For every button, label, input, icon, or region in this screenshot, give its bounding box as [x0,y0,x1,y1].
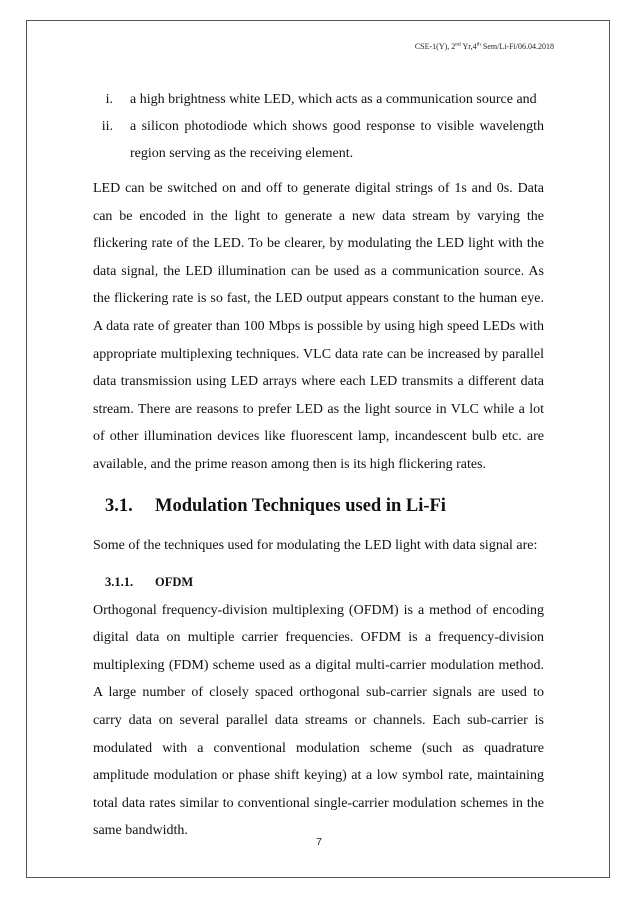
header-text-part3: Sem/Li-Fi/06.04.2018 [480,42,554,51]
list-item-text: a silicon photodiode which shows good response to visible wavelength region serving as the receiving element. [130,119,544,161]
body-paragraph-led: LED can be switched on and off to generate digital strings of 1s and 0s. Data can be encoded in the light to generate a new data stream by varying the flickering rate of the LED. To be clearer, by modulating the LED light with the data signal, the LED illumination can be used as a communication source. As the flickering rate is so fast, the LED output appears constant to the human eye. A data rate of greater than 100 Mbps is possible by using high speed LEDs with appropriate multiplexing techniques. VLC data rate can be increased by parallel data transmission using LED arrays where each LED transmits a different data stream. There are reasons to prefer LED as the light source in VLC while a lot of other illumination devices like fluorescent lamp, incandescent bulb etc. are available, and the prime reason among then is its high flickering rates. [93,181,544,472]
list-item [93,113,544,167]
section-heading [105,494,544,518]
page-number: 7 [316,836,322,848]
header-superscript-1: nd [455,41,461,48]
subsection-number: 3.1.1. [105,574,134,589]
subsection-title: OFDM [155,574,194,589]
list-item-number: i. [105,92,113,107]
running-header [415,42,554,52]
body-paragraph-ofdm: Orthogonal frequency-division multiplexing (OFDM) is a method of encoding digital data on multiple carrier frequencies. OFDM is a frequency-division multiplexing (FDM) scheme used as a digital multi-carrier modulation method. A large number of closely spaced orthogonal sub-carrier signals are used to carry data on several parallel data streams or channels. Each sub-carrier is modulated with a conventional modulation scheme (such as quadrature amplitude modulation or phase shift keying) at a low symbol rate, maintaining total data rates similar to conventional single-carrier modulation schemes in the same bandwidth. [93,602,544,839]
list-item-text: a high brightness white LED, which acts as a communication source and [130,92,537,107]
section-intro-paragraph: Some of the techniques used for modulating the LED light with data signal are: [93,537,538,553]
page-content [93,86,544,845]
section-title: Modulation Techniques used in Li-Fi [155,495,446,516]
header-superscript-2: th [476,41,481,48]
header-text-part2: Yr,4 [460,42,477,51]
list-item [93,86,544,113]
section-number: 3.1. [105,495,133,516]
header-text-part1: CSE-1(Y), 2 [414,42,456,51]
list-item-number: ii. [101,119,113,134]
subsection-heading [105,571,544,593]
